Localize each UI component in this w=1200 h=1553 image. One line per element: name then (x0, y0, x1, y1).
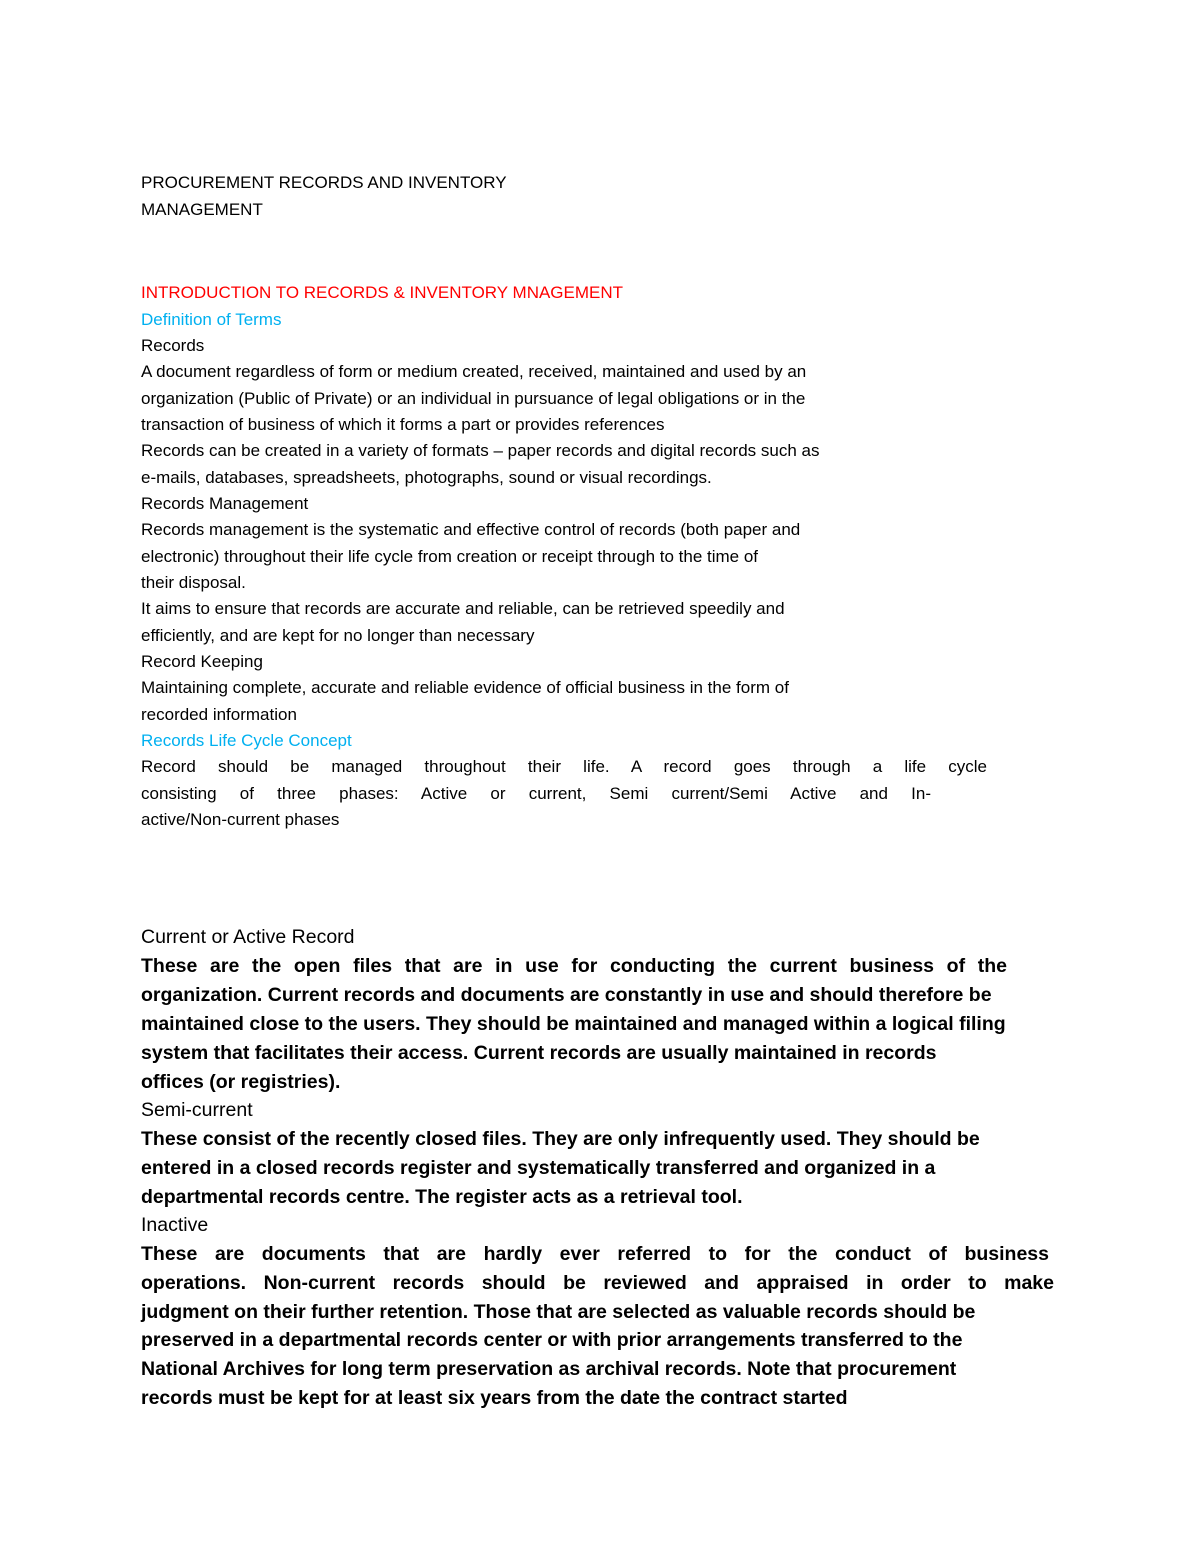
life-cycle-text-line: active/Non-current phases (141, 810, 340, 829)
inactive-heading: Inactive (141, 1214, 209, 1236)
records-text-line: A document regardless of form or medium created, received, maintained and used by an (141, 362, 807, 381)
records-management-text-line: Records management is the systematic and effective control of records (both paper and (141, 520, 801, 539)
semi-current-heading: Semi-current (141, 1099, 253, 1121)
current-record-text-line: offices (or registries). (141, 1071, 341, 1093)
records-management-text-line: It aims to ensure that records are accurate and reliable, can be retrieved speedily and (141, 599, 785, 618)
life-cycle-text-line: consisting of three phases: Active or current, Semi current/Semi Active and In- (141, 784, 931, 803)
records-text-line: transaction of business of which it forms a part or provides references (141, 415, 665, 434)
inactive-text-line: These are documents that are hardly ever referred to for the conduct of business (141, 1243, 1049, 1265)
record-keeping-text-line: recorded information (141, 705, 297, 724)
life-cycle-text-line: Record should be managed throughout their life. A record goes through a life cycle (141, 757, 987, 776)
current-record-text-line: maintained close to the users. They should be maintained and managed within a logical filing (141, 1013, 1006, 1035)
current-record-text-line: These are the open files that are in use for conducting the current business of the (141, 955, 1007, 977)
semi-current-text-line: These consist of the recently closed files. They are only infrequently used. They should be (141, 1128, 980, 1150)
records-text-line: organization (Public of Private) or an individual in pursuance of legal obligations or in the (141, 389, 806, 408)
semi-current-text-line: departmental records centre. The register acts as a retrieval tool. (141, 1186, 743, 1208)
inactive-text-line: operations. Non-current records should be reviewed and appraised in order to make (141, 1272, 1054, 1294)
section-heading: INTRODUCTION TO RECORDS & INVENTORY MNAGEMENT (141, 283, 624, 302)
inactive-text-line: records must be kept for at least six years from the date the contract started (141, 1387, 848, 1409)
record-keeping-text-line: Maintaining complete, accurate and reliable evidence of official business in the form of (141, 678, 789, 697)
records-text-line: e-mails, databases, spreadsheets, photographs, sound or visual recordings. (141, 468, 712, 487)
records-management-text-line: efficiently, and are kept for no longer than necessary (141, 626, 535, 645)
records-management-text-line: their disposal. (141, 573, 246, 592)
document-title-line-1: PROCUREMENT RECORDS AND INVENTORY (141, 173, 507, 192)
records-heading: Records (141, 336, 205, 355)
semi-current-text-line: entered in a closed records register and systematically transferred and organized in a (141, 1157, 936, 1179)
current-record-text-line: system that facilitates their access. Current records are usually maintained in records (141, 1042, 937, 1064)
definitions-subheading: Definition of Terms (141, 310, 282, 329)
records-text-line: Records can be created in a variety of formats – paper records and digital records such as (141, 441, 820, 460)
record-keeping-heading: Record Keeping (141, 652, 263, 671)
inactive-text-line: preserved in a departmental records center or with prior arrangements transferred to the (141, 1329, 963, 1351)
life-cycle-heading: Records Life Cycle Concept (141, 731, 352, 750)
records-management-heading: Records Management (141, 494, 309, 513)
document-title-line-2: MANAGEMENT (141, 200, 263, 219)
current-record-heading: Current or Active Record (141, 926, 355, 948)
inactive-text-line: National Archives for long term preservation as archival records. Note that procurement (141, 1358, 957, 1380)
inactive-text-line: judgment on their further retention. Those that are selected as valuable records should be (141, 1301, 976, 1323)
records-management-text-line: electronic) throughout their life cycle from creation or receipt through to the time of (141, 547, 759, 566)
current-record-text-line: organization. Current records and documents are constantly in use and should therefore be (141, 984, 992, 1006)
